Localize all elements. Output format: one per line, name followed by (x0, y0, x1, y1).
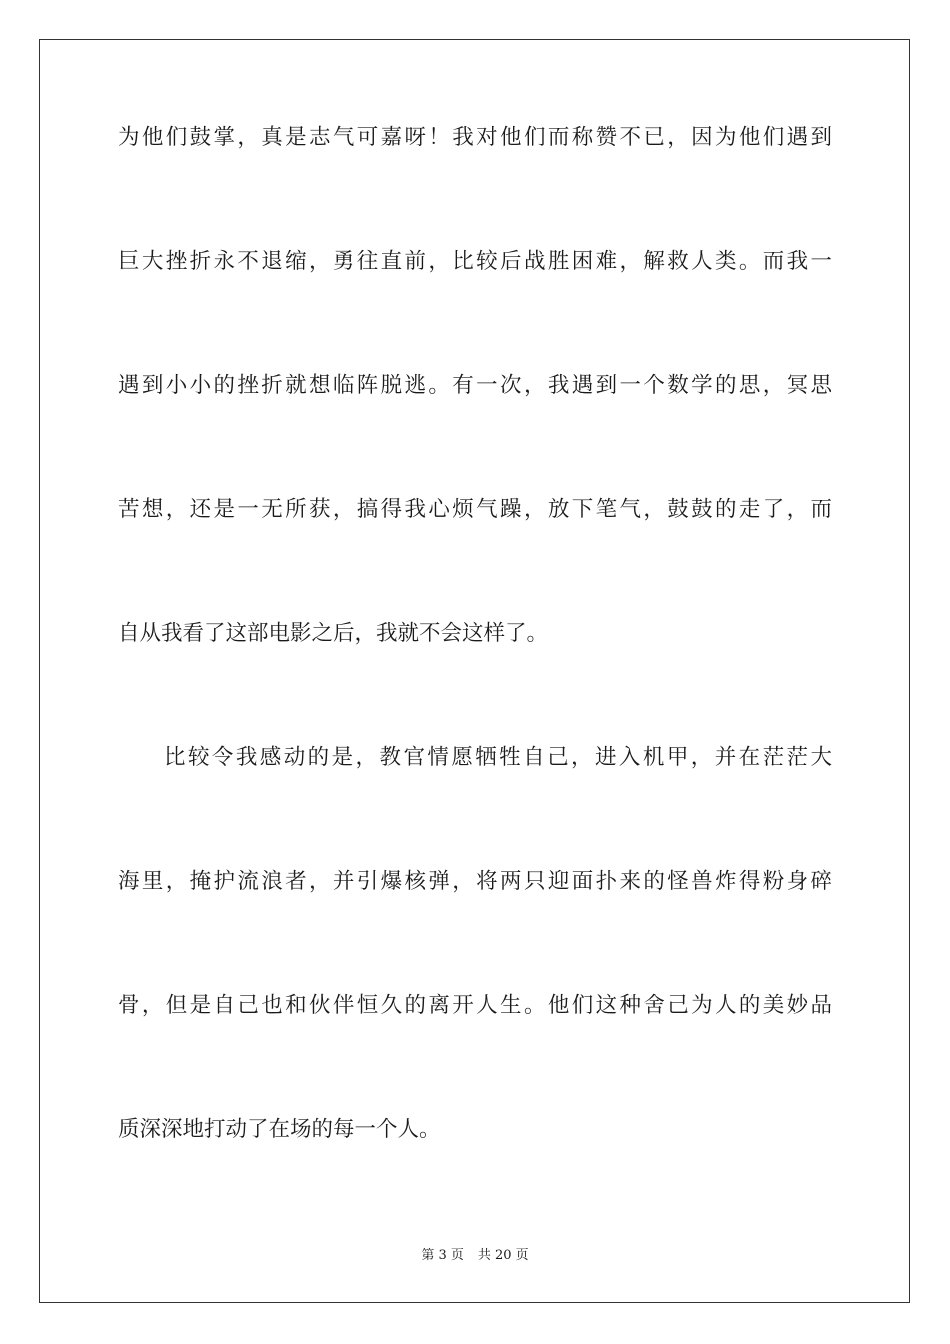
page-total: 共 20 页 (477, 1248, 529, 1263)
page-number: 第 3 页 (421, 1248, 464, 1263)
text-line: 遇到小小的挫折就想临阵脱逃。有一次，我遇到一个数学的思，冥思 (118, 373, 832, 398)
document-body (118, 126, 832, 1142)
text-line: 苦想，还是一无所获，搞得我心烦气躁，放下笔气，鼓鼓的走了，而 (118, 497, 832, 522)
paragraph-first-line: 比较令我感动的是，教官情愿牺牲自己，进入机甲，并在茫茫大 (164, 745, 832, 770)
page-footer (0, 1248, 950, 1264)
text-line: 骨，但是自己也和伙伴恒久的离开人生。他们这种舍己为人的美妙品 (118, 993, 832, 1018)
text-line: 海里，掩护流浪者，并引爆核弹，将两只迎面扑来的怪兽炸得粉身碎 (118, 869, 832, 894)
text-line: 为他们鼓掌，真是志气可嘉呀！我对他们而称赞不已，因为他们遇到 (118, 125, 832, 150)
text-line: 自从我看了这部电影之后，我就不会这样了。 (118, 621, 549, 646)
text-line: 巨大挫折永不退缩，勇往直前，比较后战胜困难，解救人类。而我一 (118, 249, 832, 274)
text-line: 质深深地打动了在场的每一个人。 (118, 1117, 441, 1142)
